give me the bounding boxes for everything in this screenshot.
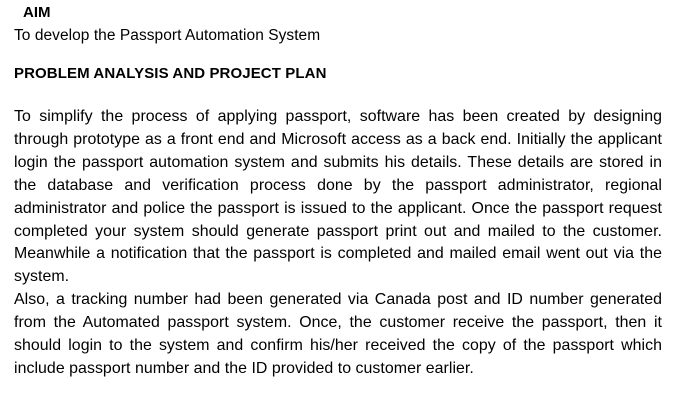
paragraph-tracking-description: Also, a tracking number had been generated via Canada post and ID number generated from the Automated passport system. Once, the customer receive the passport, then it should login to the system and confirm his/her received the copy of the passport which include passport number and the ID provided to customer earlier.: [14, 291, 662, 377]
document: [14, 0, 662, 381]
paragraph-process-description: To simplify the process of applying passport, software has been created by designing through prototype as a front end and Microsoft access as a back end. Initially the applicant login the passport automation system and submits his details. These details are stored in the database and verification process done by the passport administrator, regional administrator and police the passport is issued to the applicant. Once the passport request completed your system should generate passport print out and mailed to the customer. Meanwhile a notification that the passport is completed and mailed email went out via the system.: [14, 108, 662, 286]
aim-heading: AIM: [23, 4, 51, 21]
problem-analysis-heading: PROBLEM ANALYSIS AND PROJECT PLAN: [14, 65, 327, 82]
aim-text: To develop the Passport Automation System: [14, 27, 321, 44]
